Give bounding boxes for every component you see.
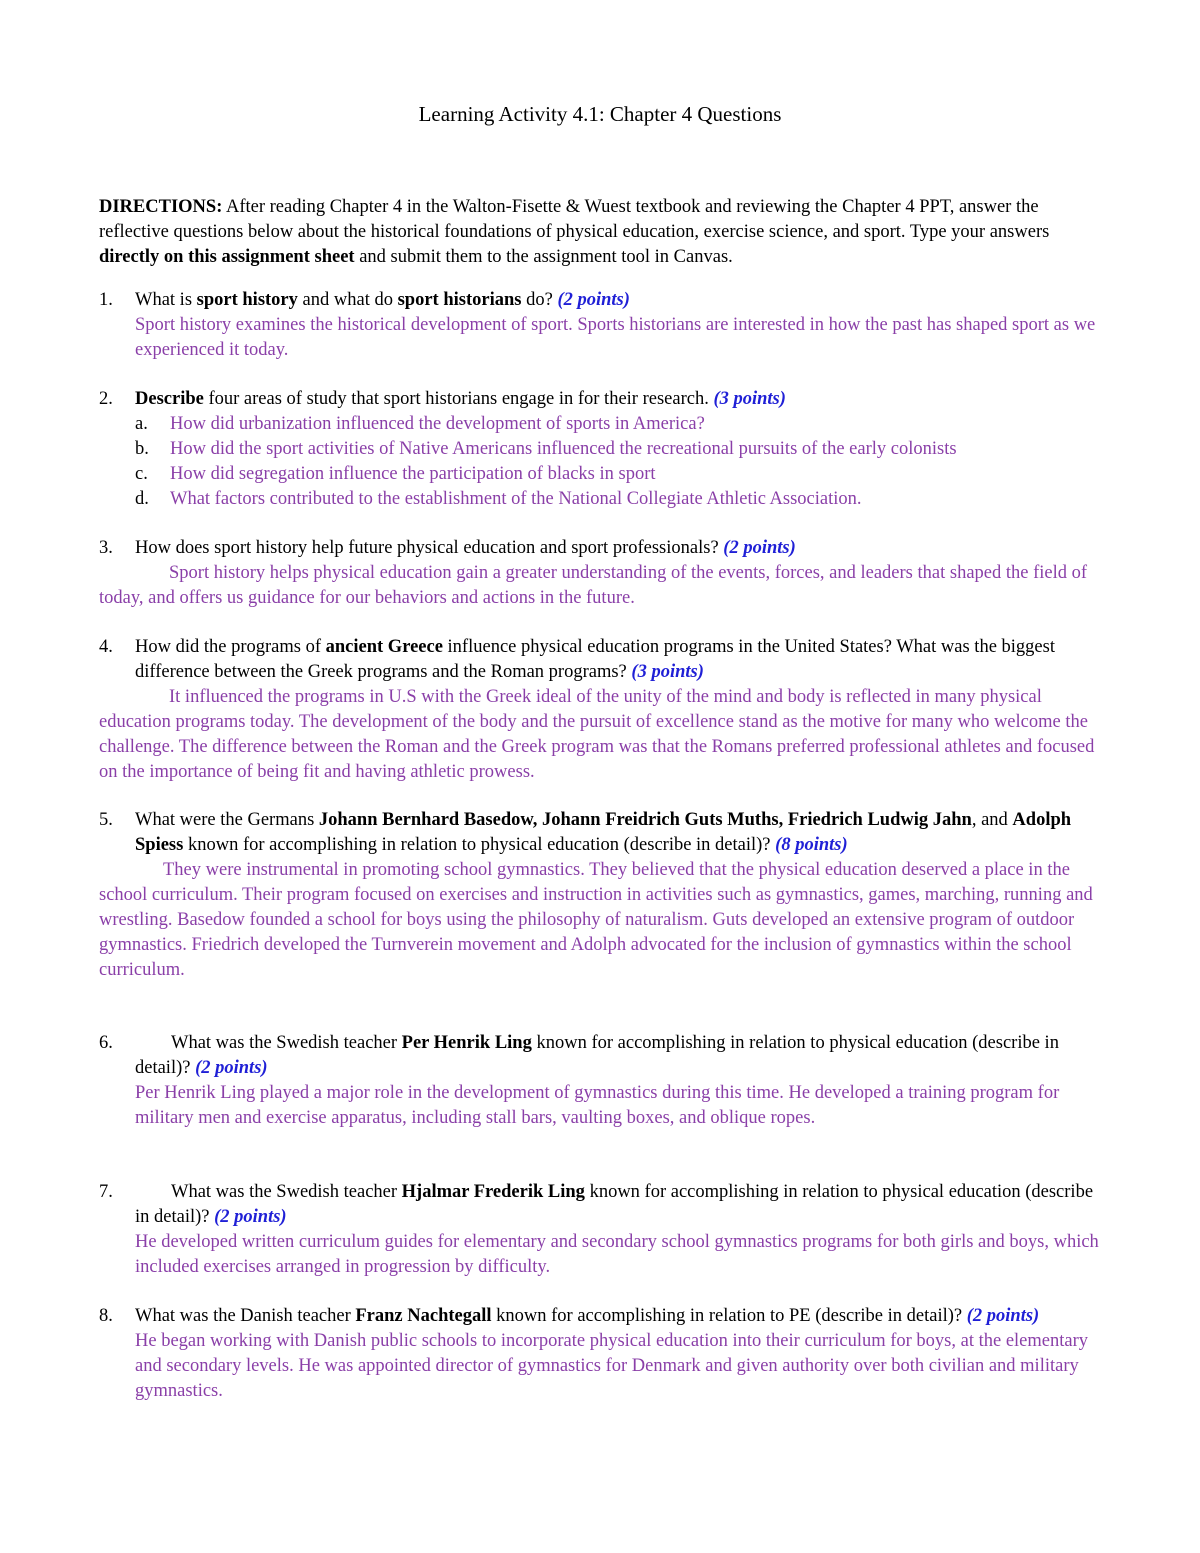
points-label: (2 points) <box>723 538 796 558</box>
points-label: (8 points) <box>775 835 848 855</box>
question-text: How does sport history help future physical education and sport professionals? (2 points) <box>135 538 796 558</box>
question-number: 2. <box>99 389 113 409</box>
question-7 <box>99 1180 1109 1280</box>
question-1 <box>99 288 1109 363</box>
question-number: 3. <box>99 538 113 558</box>
points-label: (2 points) <box>195 1058 268 1078</box>
question-text: What is sport history and what do sport historians do? (2 points) <box>135 290 630 310</box>
points-label: (3 points) <box>713 389 786 409</box>
question-text: What was the Danish teacher Franz Nachtegall known for accomplishing in relation to PE (describe in detail)? (2 points) <box>135 1306 1040 1326</box>
question-number: 1. <box>99 290 113 310</box>
question-2 <box>99 387 1109 512</box>
list-item: b. How did the sport activities of Native Americans influenced the recreational pursuits of the early colonists <box>135 439 957 459</box>
answer-text: It influenced the programs in U.S with the Greek ideal of the unity of the mind and body is reflected in many physical education programs today. The development of the body and the pursuit of excellence stand as the motive for many who welcome the challenge. The difference between the Roman and the Greek program was that the Romans preferred professional athletes and focused on the importance of being fit and having athletic prowess. <box>99 687 1095 782</box>
directions-bold: directly on this assignment sheet <box>99 247 355 267</box>
question-number: 6. <box>99 1033 113 1053</box>
points-label: (3 points) <box>631 662 704 682</box>
answer-text: Per Henrik Ling played a major role in the development of gymnastics during this time. He developed a training program for military men and exercise apparatus, including stall bars, vaulting boxes, and oblique ropes. <box>135 1083 1060 1128</box>
question-number: 7. <box>99 1182 113 1202</box>
answer-text: He began working with Danish public schools to incorporate physical education into their curriculum for boys, at the elementary and secondary levels. He was appointed director of gymnastics for Denmark and given authority over both civilian and military gymnastics. <box>135 1331 1089 1401</box>
list-item: c. How did segregation influence the participation of blacks in sport <box>135 464 656 484</box>
question-number: 4. <box>99 637 113 657</box>
question-4 <box>99 635 1109 785</box>
points-label: (2 points) <box>214 1207 287 1227</box>
question-number: 8. <box>99 1306 113 1326</box>
question-6 <box>99 1031 1109 1131</box>
answer-text: He developed written curriculum guides for elementary and secondary school gymnastics programs for both girls and boys, which included exercises arranged in progression by difficulty. <box>135 1232 1099 1277</box>
question-3 <box>99 536 1109 611</box>
question-number: 5. <box>99 810 113 830</box>
question-text: Describe four areas of study that sport historians engage in for their research. (3 points) <box>135 389 786 409</box>
question-text: What was the Swedish teacher Per Henrik Ling known for accomplishing in relation to physical education (describe in detail)? (2 points) <box>135 1033 1059 1078</box>
question-text: What was the Swedish teacher Hjalmar Frederik Ling known for accomplishing in relation to physical education (describe in detail)? (2 points) <box>135 1182 1094 1227</box>
answer-text: Sport history helps physical education gain a greater understanding of the events, forces, and leaders that shaped the field of today, and offers us guidance for our behaviors and actions in the future. <box>99 563 1088 608</box>
question-8 <box>99 1304 1109 1404</box>
points-label: (2 points) <box>966 1306 1040 1326</box>
answer-text: They were instrumental in promoting school gymnastics. They believed that the physical education deserved a place in the school curriculum. Their program focused on exercises and instruction in activities such as gymnastics, games, marching, running and wrestling. Basedow founded a school for boys using the philosophy of naturalism. Guts developed an extensive program of outdoor gymnastics. Friedrich developed the Turnverein movement and Adolph advocated for the inclusion of gymnastics within the school curriculum. <box>99 860 1093 980</box>
directions-text-b: and submit them to the assignment tool in Canvas. <box>354 247 733 267</box>
points-label: (2 points) <box>557 290 630 310</box>
directions-text-a: After reading Chapter 4 in the Walton-Fisette & Wuest textbook and reviewing the Chapter 4 PPT, answer the reflective questions below about the historical foundations of physical education, exercise science, and sport. Type your answers <box>99 197 1050 242</box>
directions-paragraph <box>99 195 1109 270</box>
directions-label: DIRECTIONS: <box>99 197 223 217</box>
question-text: What were the Germans Johann Bernhard Basedow, Johann Freidrich Guts Muths, Friedrich Ludwig Jahn, and Adolph Spiess known for accomplishing in relation to physical education (describe in detail)? (8 points) <box>135 810 1072 855</box>
question-text: How did the programs of ancient Greece influence physical education programs in the United States? What was the biggest difference between the Greek programs and the Roman programs? (3 points) <box>135 637 1055 682</box>
answer-text: Sport history examines the historical development of sport. Sports historians are interested in how the past has shaped sport as we experienced it today. <box>135 315 1096 360</box>
list-item: a. How did urbanization influenced the development of sports in America? <box>135 414 705 434</box>
document-title: Learning Activity 4.1: Chapter 4 Questions <box>418 102 782 126</box>
question-5 <box>99 808 1109 983</box>
list-item: d. What factors contributed to the establishment of the National Collegiate Athletic Association. <box>135 489 862 509</box>
